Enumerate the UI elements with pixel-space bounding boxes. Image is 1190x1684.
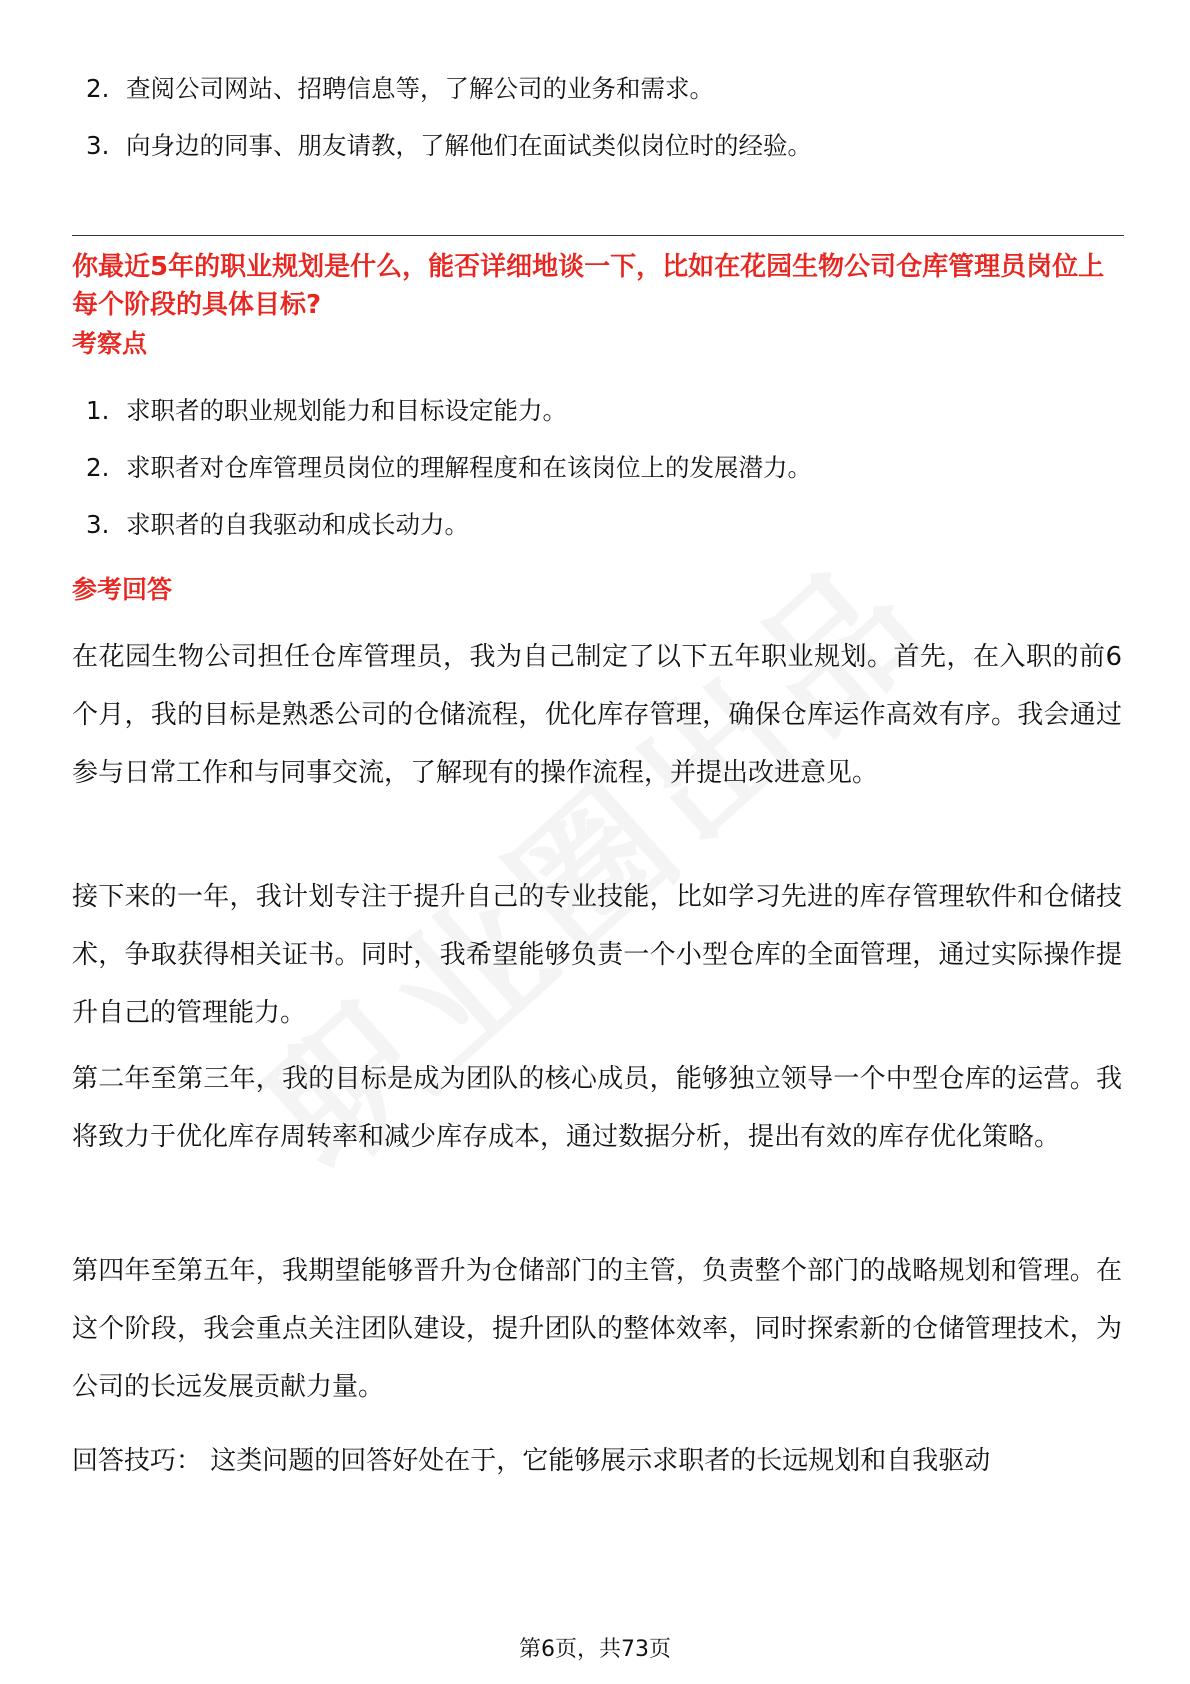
list-item: 3. 求职者的自我驱动和成长动力。 [86,510,469,539]
reference-answer-label: 参考回答 [72,575,173,604]
section-divider [72,235,1124,236]
list-item: 3. 向身边的同事、朋友请教，了解他们在面试类似岗位时的经验。 [86,131,812,160]
answer-paragraph: 第二年至第三年，我的目标是成为团队的核心成员，能够独立领导一个中型仓库的运营。我将致力于优化库存周转率和减少库存成本，通过数据分析，提出有效的库存优化策略。 [72,1064,1122,1152]
focus-points-label: 考察点 [72,329,148,358]
list-item: 1. 求职者的职业规划能力和目标设定能力。 [86,396,567,425]
list-item: 2. 求职者对仓库管理员岗位的理解程度和在该岗位上的发展潜力。 [86,453,812,482]
answer-paragraph: 第四年至第五年，我期望能够晋升为仓储部门的主管，负责整个部门的战略规划和管理。在这个阶段，我会重点关注团队建设，提升团队的整体效率，同时探索新的仓储管理技术，为公司的长远发展贡献力量。 [72,1256,1122,1402]
question-heading: 你最近5年的职业规划是什么，能否详细地谈一下，比如在花园生物公司仓库管理员岗位上每个阶段的具体目标? [72,252,1105,320]
list-item: 2. 查阅公司网站、招聘信息等，了解公司的业务和需求。 [86,74,714,103]
page-number: 第6页，共73页 [519,1637,671,1662]
answer-paragraph: 在花园生物公司担任仓库管理员，我为自己制定了以下五年职业规划。首先，在入职的前6个月，我的目标是熟悉公司的仓储流程，优化库存管理，确保仓库运作高效有序。我会通过参与日常工作和与同事交流，了解现有的操作流程，并提出改进意见。 [72,642,1122,788]
answer-paragraph: 接下来的一年，我计划专注于提升自己的专业技能，比如学习先进的库存管理软件和仓储技术，争取获得相关证书。同时，我希望能够负责一个小型仓库的全面管理，通过实际操作提升自己的管理能力。 [72,882,1122,1028]
answer-tips: 回答技巧： 这类问题的回答好处在于，它能够展示求职者的长远规划和自我驱动 [72,1446,991,1476]
prep-steps-list [86,60,812,174]
focus-points-list [86,382,812,553]
